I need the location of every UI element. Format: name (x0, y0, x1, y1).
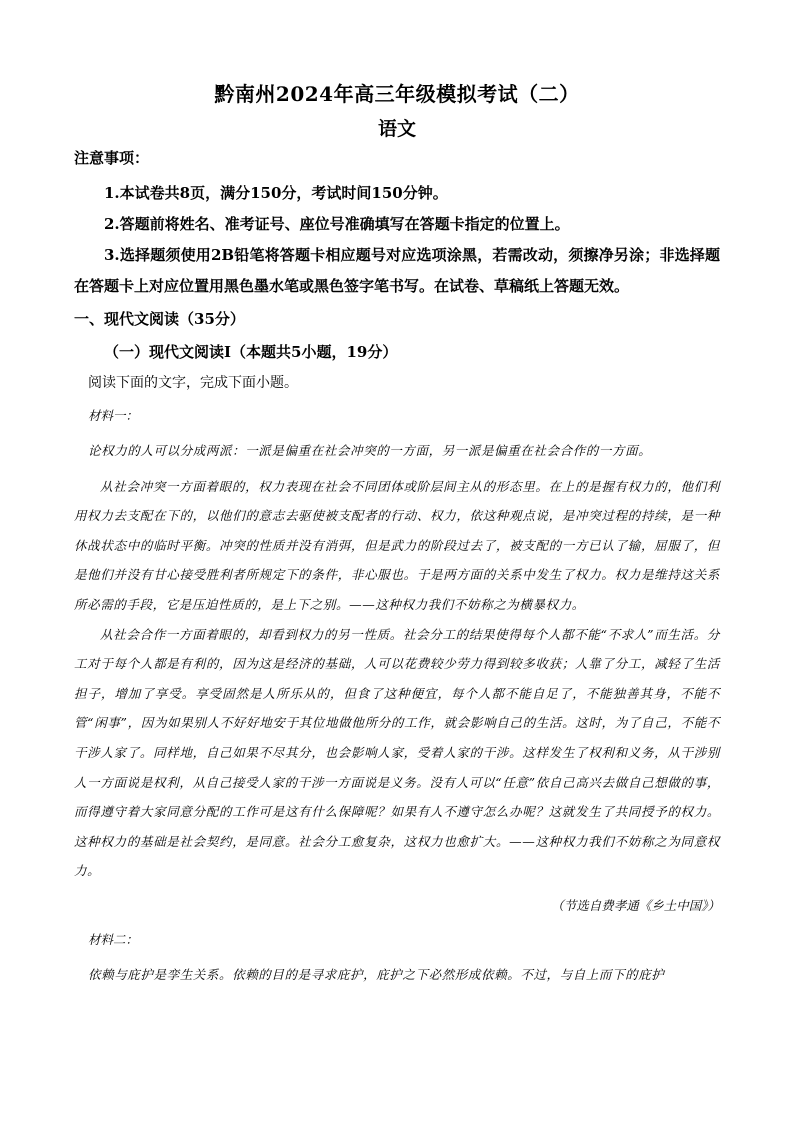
material-1-source: （节选自费孝通《乡土中国》） (551, 897, 720, 913)
reading-instruction: 阅读下面的文字，完成下面小题。 (88, 375, 298, 391)
exam-title: 黔南州2024年高三年级模拟考试（二） (214, 82, 580, 106)
material-1-label: 材料一： (88, 408, 139, 423)
notice-heading: 注意事项： (74, 149, 150, 167)
material-2-paragraph-1: 依赖与庇护是孪生关系。依赖的目的是寻求庇护，庇护之下必然形成依赖。不过，与自上而下的庇护 (88, 966, 665, 982)
subsection-heading: （一）现代文阅读I（本题共5小题，19分） (104, 343, 398, 361)
subject-title: 语文 (377, 118, 416, 140)
page-content (74, 146, 720, 996)
material-2-label: 材料二： (88, 931, 139, 947)
notice-item-2: 2.答题前将姓名、准考证号、座位号准确填写在答题卡指定的位置上。 (104, 215, 570, 233)
material-1-paragraph-3: 从社会合作一方面着眼的，却看到权力的另一性质。社会分工的结果使得每个人都不能“不求人”而生活。分工对于每个人都是有利的，因为这是经济的基础，人可以花费较少劳力得到较多收获；人靠了分工，减轻了生活担子，增加了享受。享受固然是人所乐从的，但食了这种便宜，每个人都不能自足了，不能独善其身，不能不管“闲事”，因为如果别人不好好地安于其位地做他所分的工作，就会影响自己的生活。这时，为了自己，不能不干涉人家了。同样地，自己如果不尽其分，也会影响人家，受着人家的干涉。这样发生了权利和义务，从干涉别人一方面说是权利，从自己接受人家的干涉一方面说是义务。没有人可以“任意”依自己高兴去做自己想做的事，而得遵守着大家同意分配的工作可是这有什么保障呢？如果有人不遵守怎么办呢？这就发生了共同授予的权力。这种权力的基础是社会契约，是同意。社会分工愈复杂，这权力也愈扩大。——这种权力我们不妨称之为同意权力。 (74, 626, 720, 879)
material-1-paragraph-1: 论权力的人可以分成两派：一派是偏重在社会冲突的一方面，另一派是偏重在社会合作的一方面。 (88, 443, 652, 458)
notice-item-3: 3.选择题须使用2B铅笔将答题卡相应题号对应选项涂黑，若需改动，须擦净另涂；非选择题在答题卡上对应位置用黑色墨水笔或黑色签字笔书写。在试卷、草稿纸上答题无效。 (74, 246, 720, 295)
material-1-paragraph-2: 从社会冲突一方面着眼的，权力表现在社会不同团体或阶层间主从的形态里。在上的是握有权力的，他们利用权力去支配在下的，以他们的意志去驱使被支配者的行动、权力，依这种观点说，是冲突过程的持续，是一种休战状态中的临时平衡。冲突的性质并没有消弭，但是武力的阶段过去了，被支配的一方已认了输，屈服了，但是他们并没有甘心接受胜利者所规定下的条件，非心服也。于是两方面的关系中发生了权力。权力是维持这关系所必需的手段，它是压迫性质的，是上下之别。——这种权力我们不妨称之为横暴权力。 (74, 478, 720, 612)
notice-item-1: 1.本试卷共8页，满分150分，考试时间150分钟。 (104, 184, 448, 202)
section-heading: 一、现代文阅读（35分） (74, 310, 245, 328)
